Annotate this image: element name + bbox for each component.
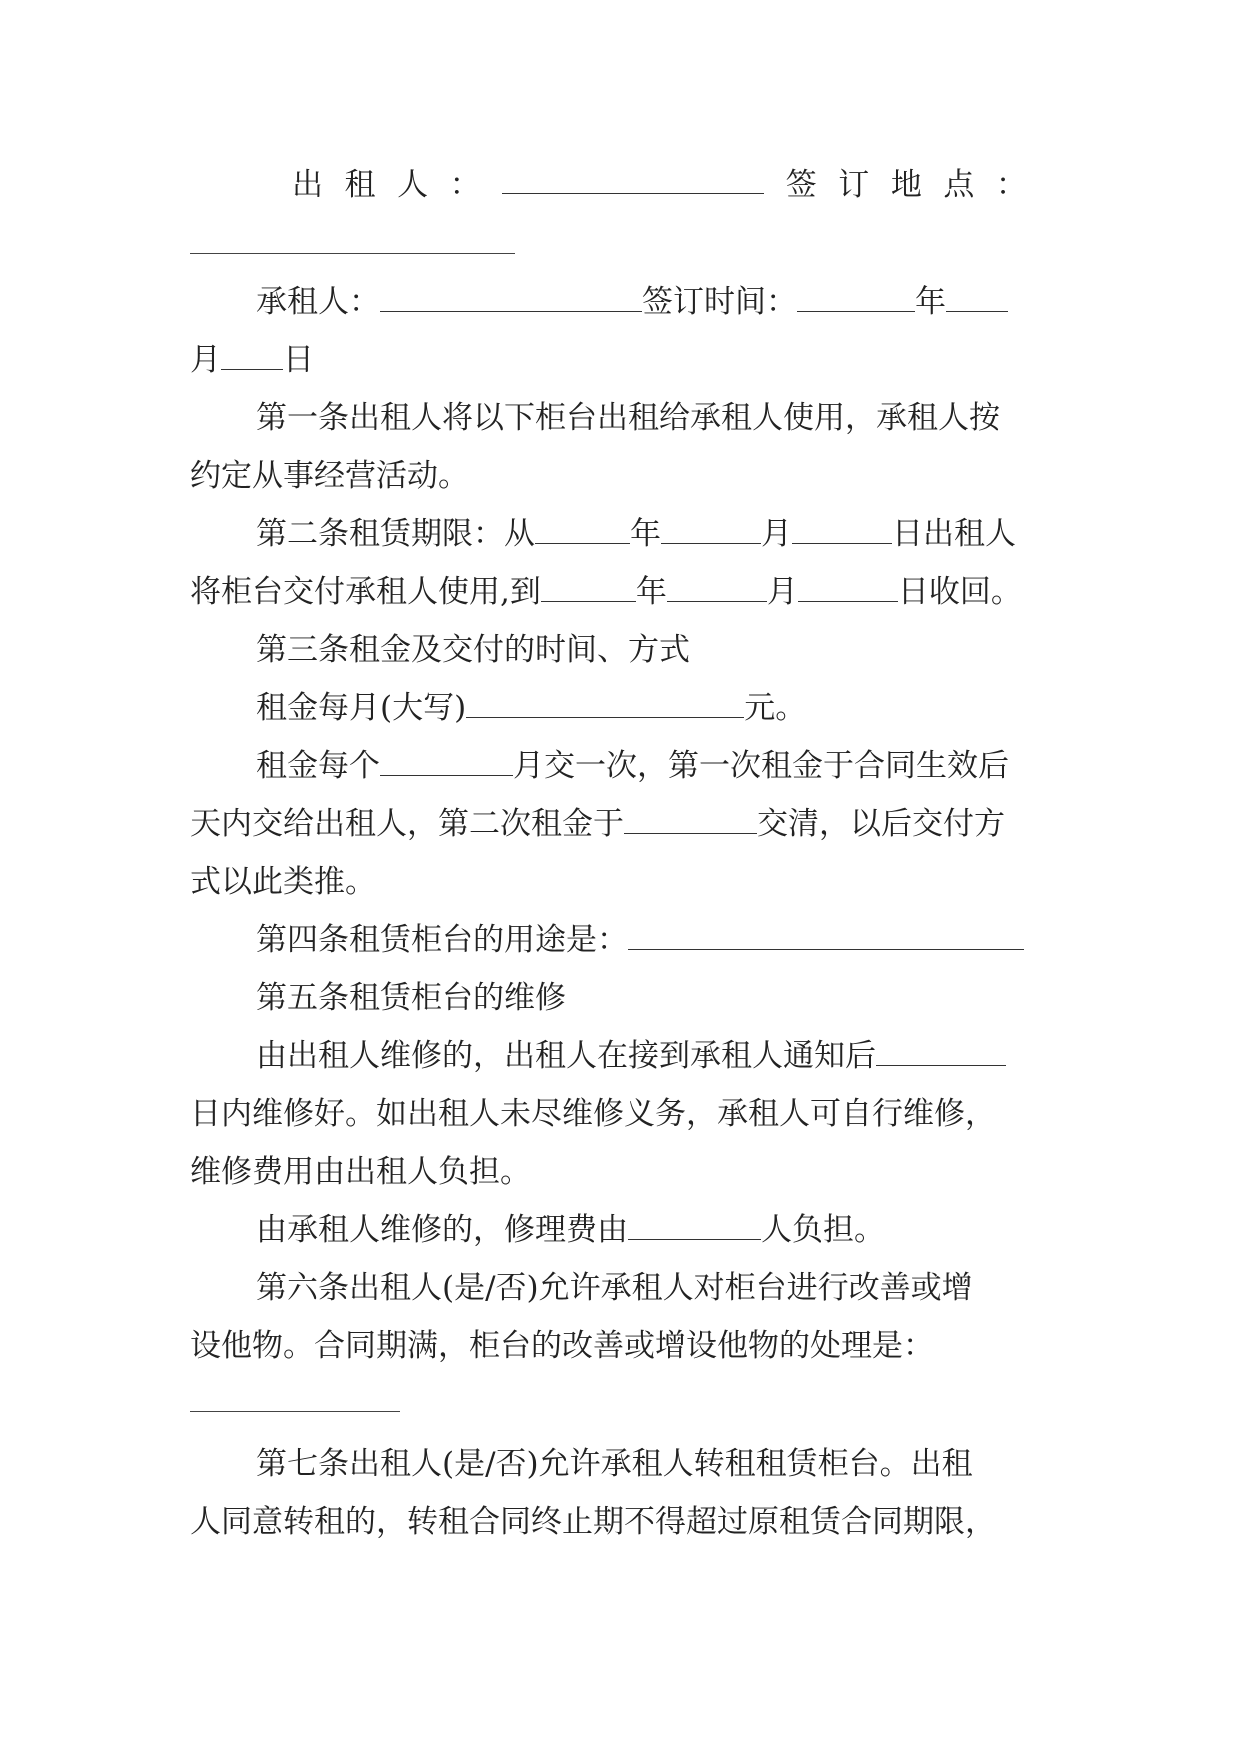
text: 月 bbox=[766, 574, 798, 610]
year-label: 年 bbox=[915, 284, 946, 320]
payment-interval-blank[interactable] bbox=[380, 747, 513, 776]
text: 天内交给出租人，第二次租金于 bbox=[190, 806, 624, 842]
article-5-line-3: 维修费用由出租人负担。 bbox=[190, 1154, 531, 1190]
text: 月交一次，第一次租金于合同生效后 bbox=[513, 748, 1009, 784]
text: 第二条租赁期限：从 bbox=[256, 516, 535, 552]
article-3-heading: 第三条租金及交付的时间、方式 bbox=[256, 632, 690, 668]
char: ： bbox=[995, 167, 1027, 203]
text: 月 bbox=[761, 516, 792, 552]
article-1-line-2: 约定从事经营活动。 bbox=[190, 458, 469, 494]
lessee-line bbox=[256, 282, 1050, 322]
text: 日出租人 bbox=[892, 516, 1016, 552]
text: 元。 bbox=[744, 690, 807, 726]
repair-days-blank[interactable] bbox=[876, 1037, 1006, 1066]
header-line-lessor-place bbox=[292, 165, 1027, 205]
article-6-line-2: 设他物。合同期满，柜台的改善或增设他物的处理是： bbox=[190, 1328, 934, 1364]
signing-time-label: 签订时间： bbox=[642, 284, 797, 320]
repair-cost-party-blank[interactable] bbox=[628, 1211, 761, 1240]
text: 年 bbox=[630, 516, 661, 552]
end-month-blank[interactable] bbox=[667, 573, 767, 602]
article-5-heading: 第五条租赁柜台的维修 bbox=[256, 980, 566, 1016]
text: 由承租人维修的，修理费由 bbox=[256, 1212, 628, 1248]
monthly-rent-line bbox=[256, 688, 1050, 728]
char: 人 bbox=[397, 167, 429, 203]
lessee-blank[interactable] bbox=[380, 283, 642, 312]
end-day-blank[interactable] bbox=[798, 573, 898, 602]
char: 订 bbox=[838, 167, 870, 203]
lessee-label: 承租人： bbox=[256, 284, 380, 320]
article-5-line-2: 日内维修好。如出租人未尽维修义务，承租人可自行维修， bbox=[190, 1096, 996, 1132]
day-label: 日 bbox=[283, 342, 314, 378]
rent-amount-blank[interactable] bbox=[466, 689, 744, 718]
article-7-line-2: 人同意转租的，转租合同终止期不得超过原租赁合同期限， bbox=[190, 1504, 996, 1540]
article-2-line-1 bbox=[256, 514, 1050, 554]
day-blank[interactable] bbox=[221, 341, 283, 370]
char: 地 bbox=[890, 167, 922, 203]
rent-payment-line-3: 式以此类推。 bbox=[190, 864, 376, 900]
second-payment-blank[interactable] bbox=[624, 805, 757, 834]
text: 交清，以后交付方 bbox=[757, 806, 1005, 842]
text: 将柜台交付承租人使用,到 bbox=[190, 574, 541, 610]
month-label: 月 bbox=[190, 342, 221, 378]
text: 日收回。 bbox=[897, 574, 1022, 610]
start-month-blank[interactable] bbox=[661, 515, 761, 544]
rent-payment-line-2 bbox=[190, 804, 1050, 844]
usage-blank[interactable] bbox=[628, 921, 1024, 950]
article-5-line-4 bbox=[256, 1210, 1050, 1250]
text: 租金每个 bbox=[256, 748, 380, 784]
char: 点 bbox=[943, 167, 975, 203]
date-line bbox=[190, 340, 1050, 380]
text: 租金每月(大写) bbox=[256, 690, 467, 726]
start-day-blank[interactable] bbox=[792, 515, 892, 544]
lessor-blank[interactable] bbox=[502, 165, 764, 194]
char: 出 bbox=[292, 167, 323, 203]
improvement-handling-blank[interactable] bbox=[190, 1411, 400, 1412]
char: ： bbox=[449, 167, 481, 203]
year-blank[interactable] bbox=[797, 283, 915, 312]
char: 租 bbox=[344, 167, 376, 203]
month-blank[interactable] bbox=[946, 283, 1008, 312]
end-year-blank[interactable] bbox=[541, 573, 636, 602]
article-5-line-1 bbox=[256, 1036, 1050, 1076]
article-2-line-2 bbox=[190, 572, 1050, 612]
rent-payment-line-1 bbox=[256, 746, 1050, 786]
article-1-line-1: 第一条出租人将以下柜台出租给承租人使用，承租人按 bbox=[256, 400, 1000, 436]
signing-place-blank[interactable] bbox=[190, 253, 515, 254]
char: 签 bbox=[785, 167, 817, 203]
article-7-line-1: 第七条出租人(是/否)允许承租人转租租赁柜台。出租 bbox=[256, 1446, 973, 1482]
article-4-line bbox=[256, 920, 1050, 960]
text: 由出租人维修的，出租人在接到承租人通知后 bbox=[256, 1038, 876, 1074]
start-year-blank[interactable] bbox=[535, 515, 630, 544]
article-6-line-1: 第六条出租人(是/否)允许承租人对柜台进行改善或增 bbox=[256, 1270, 973, 1306]
text: 第四条租赁柜台的用途是： bbox=[256, 922, 628, 958]
text: 人负担。 bbox=[761, 1212, 885, 1248]
text: 年 bbox=[635, 574, 667, 610]
